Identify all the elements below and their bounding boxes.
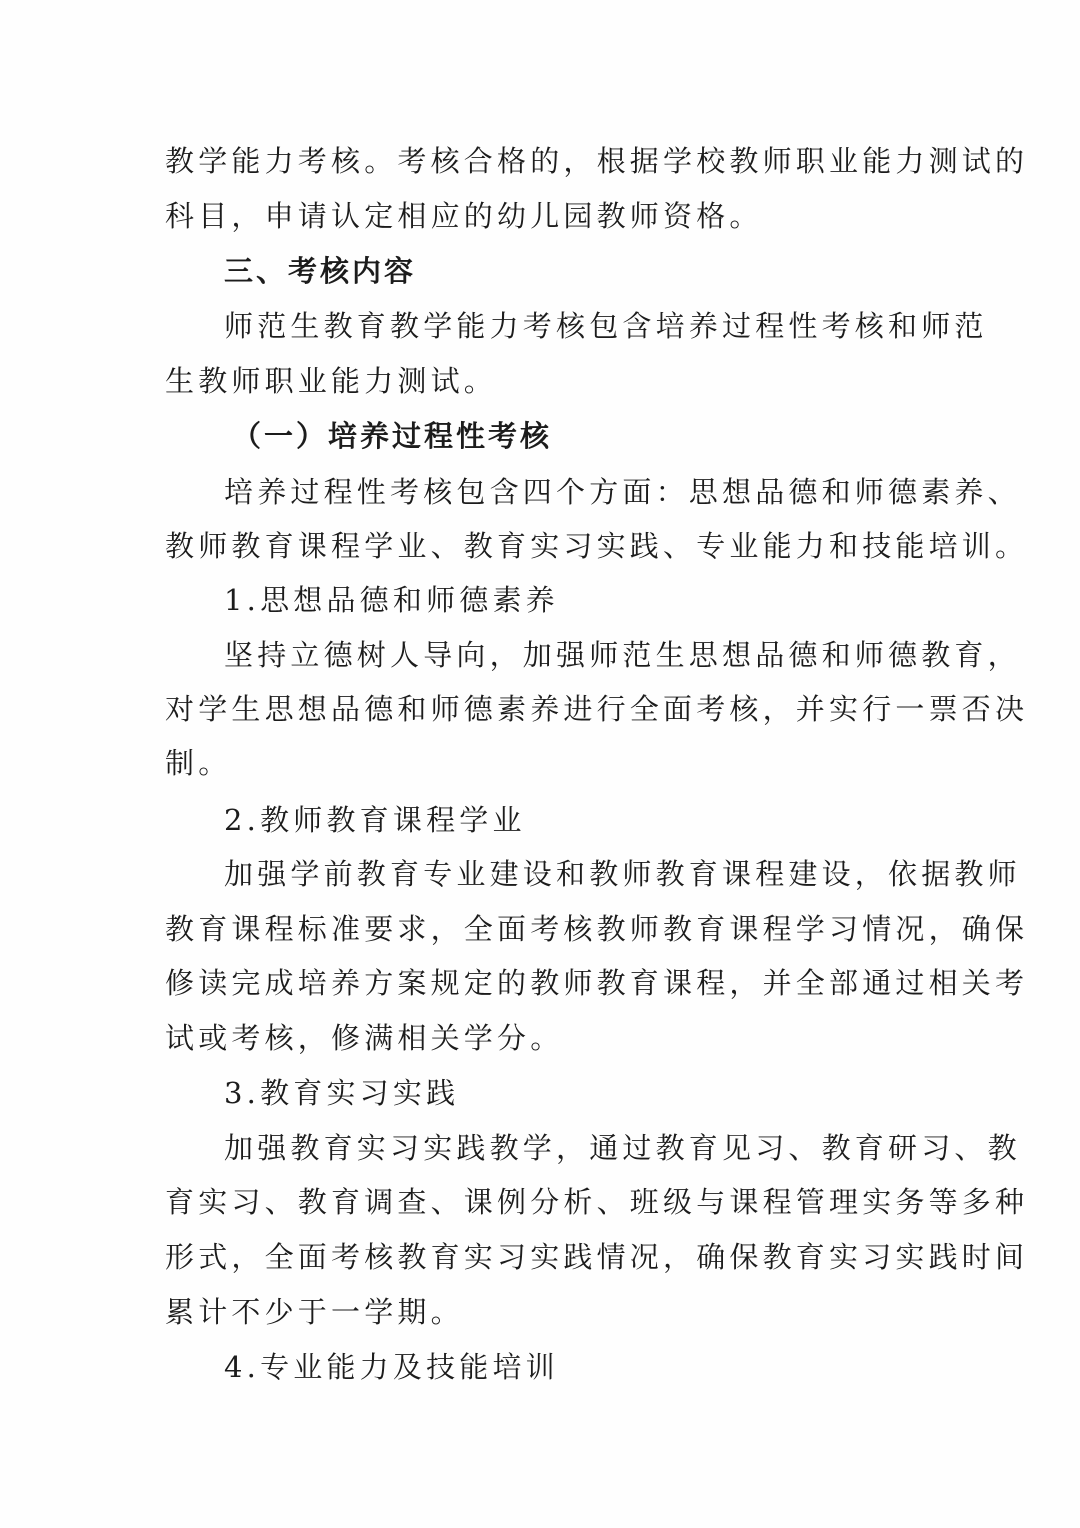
paragraph-line: 试或考核，修满相关学分。 <box>165 1021 564 1055</box>
paragraph-line: 育实习、教育调查、课例分析、班级与课程管理实务等多种 <box>165 1185 1029 1219</box>
paragraph-line: 生教师职业能力测试。 <box>165 364 498 398</box>
paragraph-line: 科目，申请认定相应的幼儿园教师资格。 <box>165 199 763 233</box>
paragraph-line: 培养过程性考核包含四个方面：思想品德和师德素养、 <box>224 475 1021 509</box>
subsection-heading: （一）培养过程性考核 <box>232 419 553 453</box>
paragraph-line: 加强学前教育专业建设和教师教育课程建设，依据教师 <box>224 857 1021 891</box>
paragraph-line: 加强教育实习实践教学，通过教育见习、教育研习、教 <box>224 1131 1021 1165</box>
paragraph-line: 对学生思想品德和师德素养进行全面考核，并实行一票否决 <box>165 692 1029 726</box>
paragraph-line: 教育课程标准要求，全面考核教师教育课程学习情况，确保 <box>165 912 1029 946</box>
paragraph-line: 形式，全面考核教育实习实践情况，确保教育实习实践时间 <box>165 1240 1029 1274</box>
item-heading: 4.专业能力及技能培训 <box>224 1350 559 1384</box>
paragraph-line: 教师教育课程学业、教育实习实践、专业能力和技能培训。 <box>165 529 1029 563</box>
item-heading: 3.教育实习实践 <box>224 1076 460 1110</box>
paragraph-line: 修读完成培养方案规定的教师教育课程，并全部通过相关考 <box>165 966 1029 1000</box>
paragraph-line: 教学能力考核。考核合格的，根据学校教师职业能力测试的 <box>165 144 1029 178</box>
item-heading: 1.思想品德和师德素养 <box>224 583 559 617</box>
item-heading: 2.教师教育课程学业 <box>224 803 526 837</box>
paragraph-line: 制。 <box>165 746 232 780</box>
section-heading: 三、考核内容 <box>224 254 417 288</box>
paragraph-line: 师范生教育教学能力考核包含培养过程性考核和师范 <box>224 309 988 343</box>
paragraph-line: 累计不少于一学期。 <box>165 1295 464 1329</box>
paragraph-line: 坚持立德树人导向，加强师范生思想品德和师德教育， <box>224 638 1021 672</box>
